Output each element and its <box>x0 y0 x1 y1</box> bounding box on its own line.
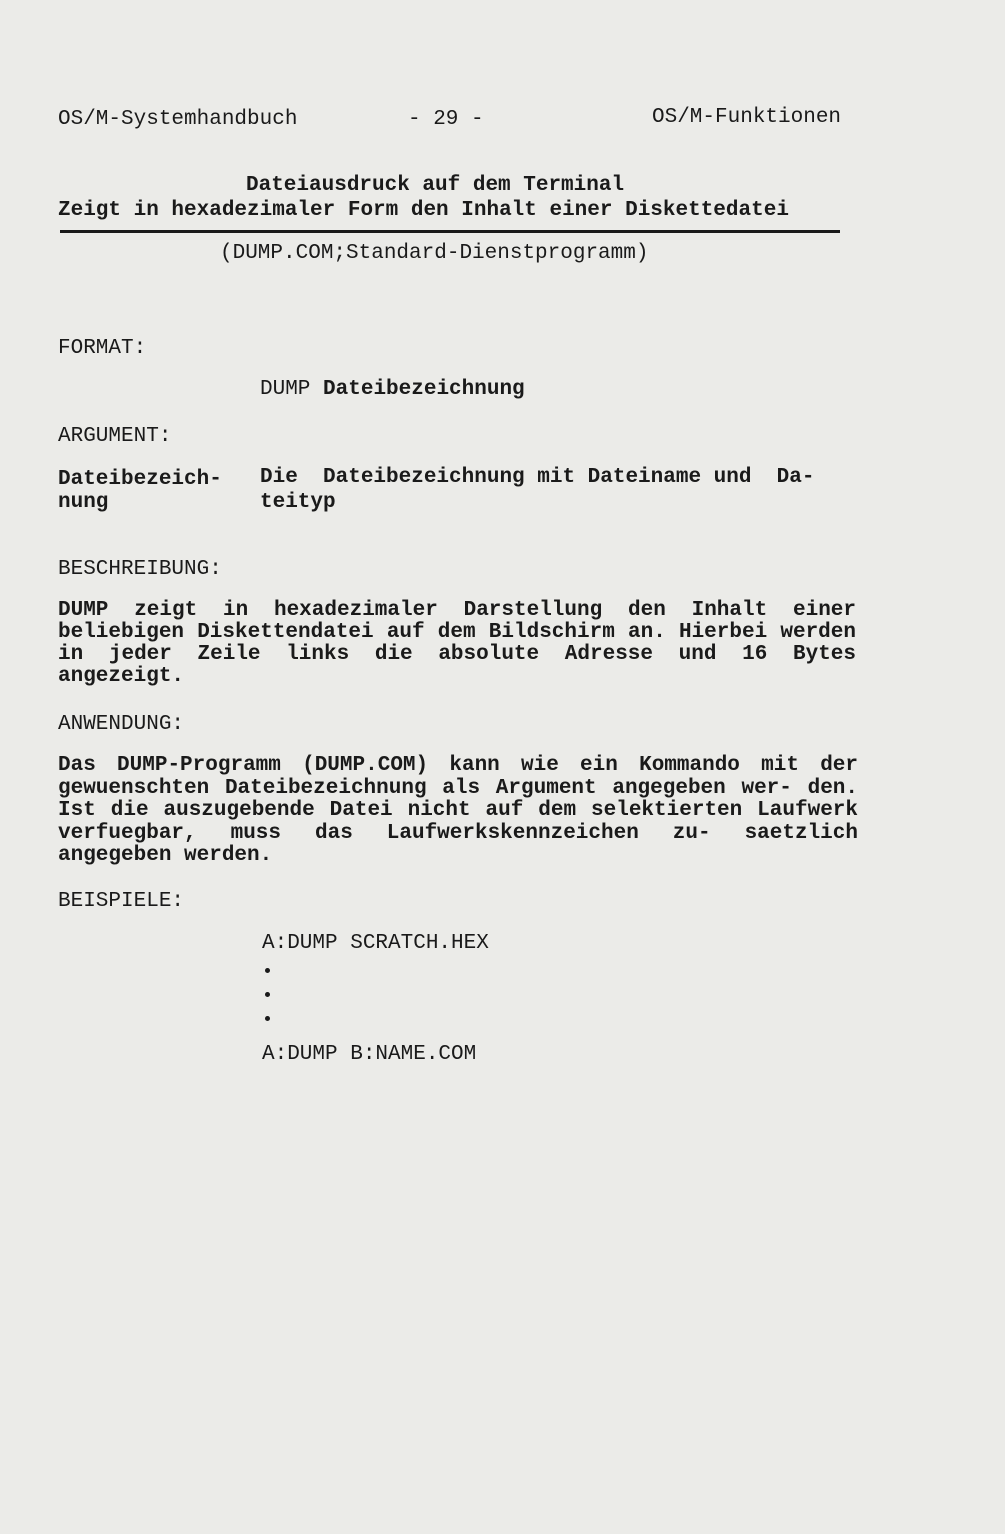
page-number: - 29 - <box>408 108 484 131</box>
anwendung-heading: ANWENDUNG: <box>58 713 185 736</box>
ellipsis-dot <box>265 1016 270 1021</box>
anwendung-text: Das DUMP-Programm (DUMP.COM) kann wie ein Kommando mit der gewuenschten Dateibezeichnung als Argument angegeben wer- den. Ist die auszugebende Datei nicht auf dem selektierten Laufwerk verfuegbar, muss das Laufwerkskennzeichen zu- saetzlich angegeben werden. <box>58 754 858 867</box>
argument-term-line-2: nung <box>58 491 109 514</box>
header-right: OS/M-Funktionen <box>652 106 842 129</box>
header-left: OS/M-Systemhandbuch <box>58 108 298 131</box>
beschreibung-text: DUMP zeigt in hexadezimaler Darstellung den Inhalt einer beliebigen Diskettendatei auf dem Bildschirm an. Hierbei werden in jeder Zeile links die absolute Adresse und 16 Bytes angezeigt. <box>58 599 856 688</box>
example-2: A:DUMP B:NAME.COM <box>262 1043 477 1066</box>
beschreibung-heading: BESCHREIBUNG: <box>58 558 222 581</box>
argument-desc-line-1: Die Dateibezeichnung mit Dateiname und Da- <box>260 466 815 489</box>
title-line-2: Zeigt in hexadezimaler Form den Inhalt einer Diskettedatei <box>58 199 789 222</box>
format-heading: FORMAT: <box>58 337 147 360</box>
argument-heading: ARGUMENT: <box>58 425 172 448</box>
format-command-name: DUMP <box>260 378 311 401</box>
argument-desc-line-2: teityp <box>260 491 336 514</box>
ellipsis-dot <box>265 992 270 997</box>
title-subtitle: (DUMP.COM;Standard-Dienstprogramm) <box>220 242 649 265</box>
title-underline <box>60 230 840 233</box>
argument-term-line-1: Dateibezeich- <box>58 468 222 491</box>
ellipsis-dot <box>265 968 270 973</box>
format-argument: Dateibezeichnung <box>323 378 525 401</box>
beispiele-heading: BEISPIELE: <box>58 890 185 913</box>
title-line-1: Dateiausdruck auf dem Terminal <box>246 174 625 197</box>
format-command <box>260 378 525 402</box>
example-1: A:DUMP SCRATCH.HEX <box>262 932 489 955</box>
